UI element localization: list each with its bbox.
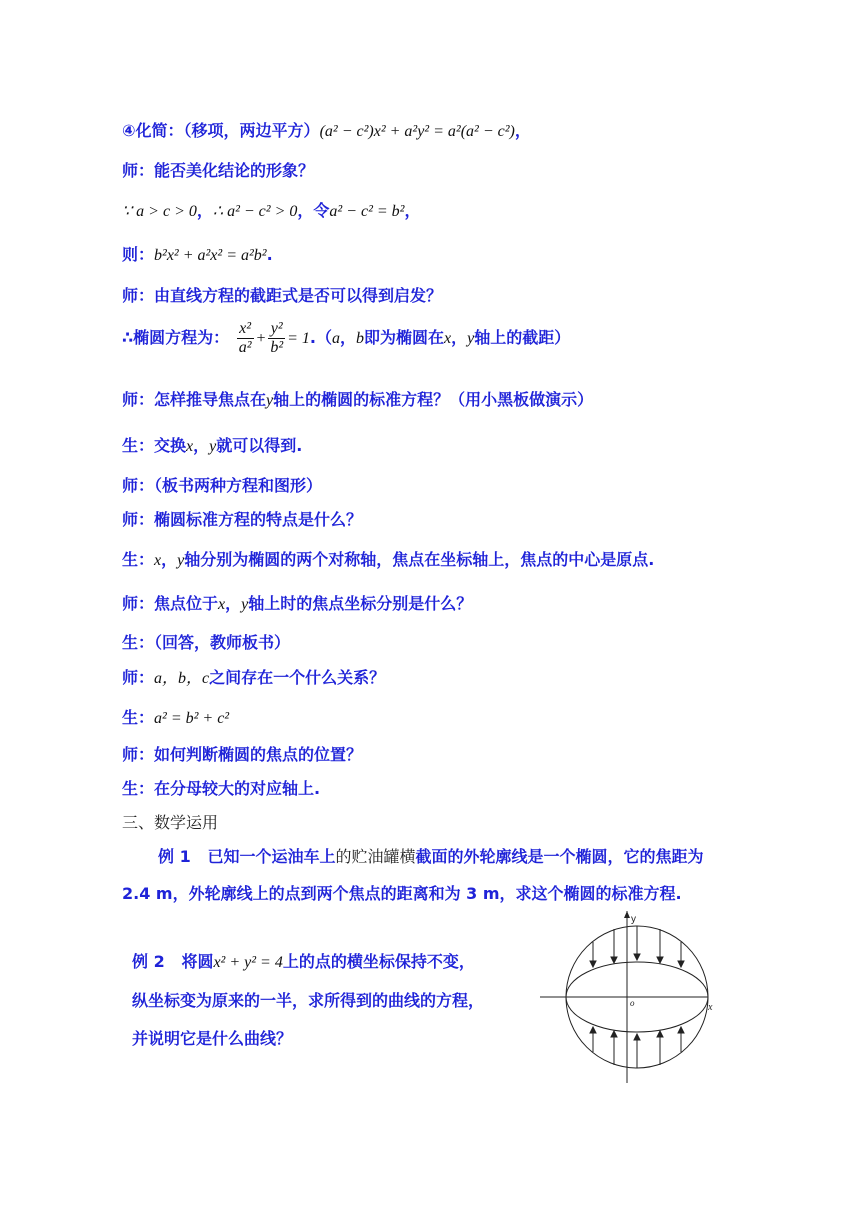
text: 之间存在一个什么关系？ [209, 668, 386, 687]
vars-abc: a，b，c [154, 670, 210, 687]
text: 轴分别为椭圆的两个对称轴，焦点在坐标轴上，焦点的中心是原点. [184, 550, 655, 569]
text: 师：焦点位于 [122, 594, 219, 613]
text: 即为椭圆在 [364, 328, 445, 347]
simplify-label: ④化简：（移项，两边平方） [122, 121, 320, 140]
punct: ， [196, 201, 213, 220]
line-teacher-board: 师：（板书两种方程和图形） [122, 476, 323, 495]
text: 上的点的横坐标保持不变， [282, 952, 475, 971]
punct: ， [193, 436, 210, 455]
var-x: x [154, 552, 162, 569]
text: 就可以得到. [216, 436, 303, 455]
line-teacher-beautify: 师：能否美化结论的形象？ [122, 161, 315, 180]
text: 生：交换 [122, 436, 187, 455]
example-1-label: 例 1 [158, 847, 191, 866]
line-simplify [122, 118, 531, 141]
punct: ， [451, 328, 468, 347]
line-student-swap [122, 433, 302, 456]
text: 将圆 [181, 952, 214, 971]
punct: ， [225, 594, 242, 613]
line-teacher-features: 师：椭圆标准方程的特点是什么？ [122, 510, 363, 529]
denominator: a² [238, 339, 252, 356]
line-then [122, 242, 273, 265]
line-student-axes [122, 547, 654, 570]
denominator: b² [270, 339, 284, 356]
text: 生： [122, 550, 155, 569]
line-teacher-intercept: 师：由直线方程的截距式是否可以得到启发？ [122, 286, 443, 305]
var-y: y [209, 438, 217, 455]
down-arrows [590, 926, 684, 967]
text: 并说明它是什么曲线？ [132, 1029, 293, 1048]
punct: ， [161, 550, 178, 569]
let-equation: a² − c² = b² [329, 203, 405, 220]
x-axis-label: x [708, 1002, 713, 1013]
var-y: y [177, 552, 185, 569]
up-arrows [590, 1027, 684, 1068]
text: 截面的外轮廓线是一个椭圆，它的焦距为 [415, 847, 704, 866]
numerator: y² [268, 320, 285, 339]
punct: .（ [309, 328, 332, 347]
relation-equation: a² = b² + c² [154, 710, 230, 727]
text: 师：怎样推导焦点在 [122, 390, 267, 409]
example-1 [122, 838, 752, 912]
line-student-relation [122, 705, 229, 728]
text: 轴上的截距） [474, 328, 571, 347]
text: 师： [122, 668, 155, 687]
let-label: ，令 [297, 201, 330, 220]
circle-to-ellipse-figure [536, 905, 726, 1085]
text: 2.4 m，外轮廓线上的点到两个焦点的距离和为 3 m，求这个椭圆的标准方程. [122, 884, 682, 903]
line-teacher-relation [122, 665, 385, 688]
var-b: b [356, 330, 365, 347]
text: 纵坐标变为原来的一半，求所得到的曲线的方程， [132, 991, 485, 1010]
then-equation: b²x² + a²x² = a²b² [154, 247, 267, 264]
line-since-therefore [122, 198, 420, 221]
fraction-y-over-b [268, 320, 285, 357]
then-label: 则： [122, 245, 155, 264]
example-2 [132, 943, 512, 1058]
text: 轴上的椭圆的标准方程？（用小黑板做演示） [273, 390, 594, 409]
line-teacher-y-focus [122, 387, 593, 410]
punct: ， [514, 121, 531, 140]
var-y: y [241, 596, 249, 613]
var-x: x [186, 438, 194, 455]
fraction-x-over-a [237, 320, 254, 357]
plus-sign: + [255, 330, 267, 347]
text: 已知一个运油车上 [207, 847, 336, 866]
numerator: x² [237, 320, 254, 339]
text: 轴上时的焦点坐标分别是什么？ [248, 594, 473, 613]
line-teacher-foci [122, 591, 472, 614]
simplify-equation: (a² − c²)x² + a²y² = a²(a² − c²) [319, 123, 515, 140]
line-ellipse-equation [122, 320, 570, 357]
y-axis-label: y [631, 914, 636, 925]
circle-equation: x² + y² = 4 [213, 954, 283, 971]
therefore-condition: ∴ a² − c² > 0 [212, 203, 298, 220]
line-student-answer: 生：（回答，教师板书） [122, 633, 291, 652]
origin-label: o [630, 998, 635, 1008]
var-a: a [332, 330, 340, 347]
example-2-label: 例 2 [132, 952, 165, 971]
var-x: x [444, 330, 452, 347]
punct: . [266, 245, 273, 264]
punct: ， [340, 328, 357, 347]
text: 生： [122, 708, 155, 727]
var-x: x [218, 596, 226, 613]
var-y: y [467, 330, 475, 347]
punct: ， [404, 201, 421, 220]
var-y: y [266, 392, 274, 409]
equals-one: = 1 [287, 330, 310, 347]
section-heading: 三、数学运用 [122, 813, 219, 832]
ellipse-eq-label: ∴椭圆方程为： [122, 328, 230, 347]
line-student-denominator: 生：在分母较大的对应轴上. [122, 779, 321, 798]
text: 的贮油罐横 [335, 847, 416, 866]
y-axis-arrow-icon [624, 911, 630, 918]
since-condition: ∵ a > c > 0 [122, 203, 197, 220]
line-teacher-focus-position: 师：如何判断椭圆的焦点的位置？ [122, 745, 363, 764]
